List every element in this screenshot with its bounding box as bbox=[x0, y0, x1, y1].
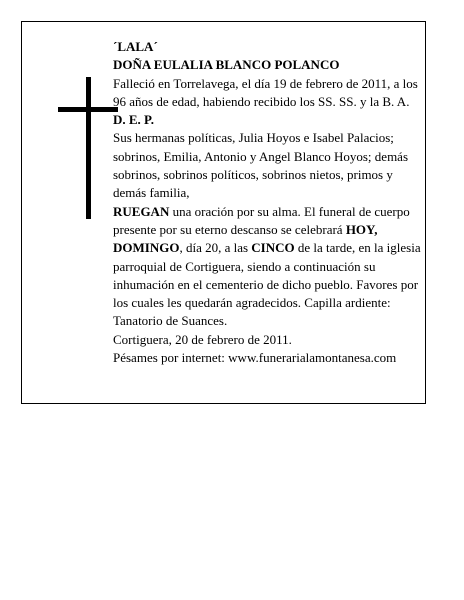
cross-horizontal-bar bbox=[58, 107, 118, 112]
request-text: una oración por su alma. El funeral de cuerpo presente por su eterno descanso se celebrará bbox=[113, 203, 410, 237]
cross-vertical-bar bbox=[86, 77, 91, 219]
nickname: ´LALA´ bbox=[113, 39, 158, 54]
deceased-name: DOÑA EULALIA BLANCO POLANCO bbox=[113, 57, 340, 73]
funeral-day: HOY, DOMINGO bbox=[113, 221, 378, 256]
funeral-date-text: , día 20, a las bbox=[179, 240, 252, 256]
place-date: Cortiguera, 20 de febrero de 2011. bbox=[113, 331, 292, 347]
request-word: RUEGAN bbox=[113, 203, 170, 219]
obituary-text bbox=[113, 38, 423, 367]
death-info: Falleció en Torrelavega, el día 19 de febrero de 2011, a los 96 años de edad, habiendo recibido los SS. SS. y la B. A. bbox=[113, 75, 418, 109]
latin-cross-icon bbox=[58, 77, 118, 219]
rip-line: D. E. P. bbox=[113, 112, 155, 128]
funeral-announcement bbox=[113, 203, 423, 331]
condolences-line: Pésames por internet: www.funerarialamontanesa.com bbox=[113, 350, 397, 366]
service-details: de la tarde, en la iglesia parroquial de Cortiguera, siendo a continuación su inhumación en el cementerio de dicho pueblo. Favores por los cuales les quedarán agradecidos. Capilla ardiente: Tanatorio de Suances. bbox=[113, 240, 421, 329]
family-list: Sus hermanas políticas, Julia Hoyos e Isabel Palacios; sobrinos, Emilia, Antonio y Angel Blanco Hoyos; demás sobrinos, sobrinos políticos, sobrinos nietos, primos y demás familia, bbox=[113, 130, 409, 201]
funeral-hour: CINCO bbox=[251, 240, 295, 256]
